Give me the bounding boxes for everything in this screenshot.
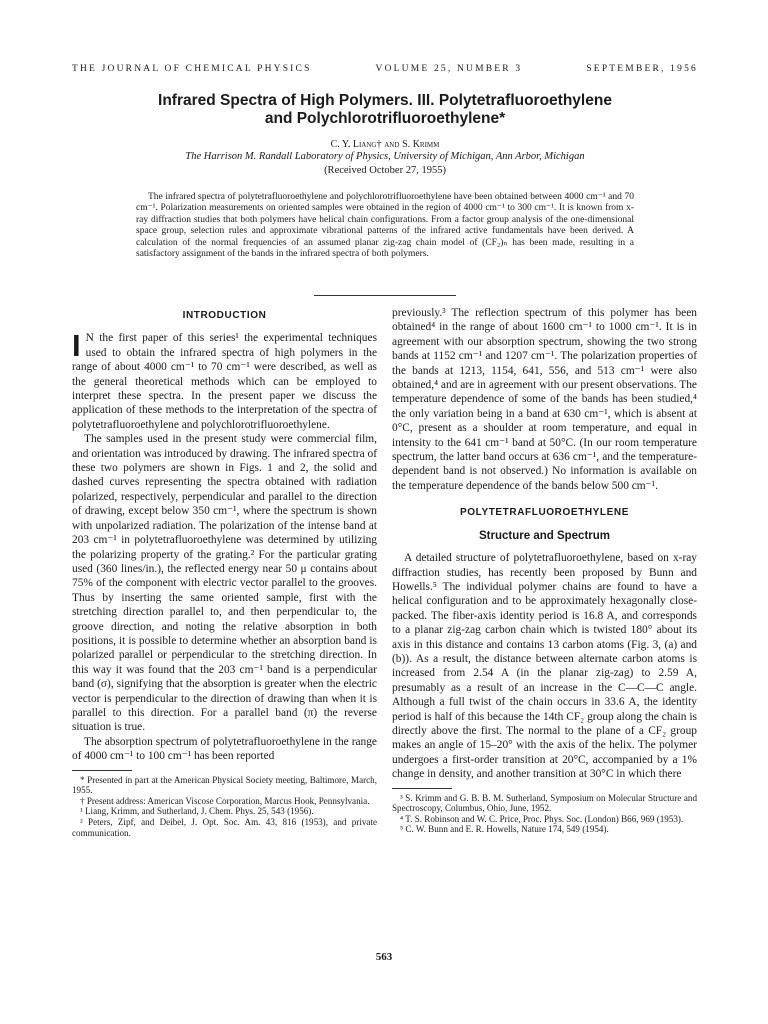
footnote-5: ⁵ C. W. Bunn and E. R. Howells, Nature 174, 549 (1954). <box>400 824 609 835</box>
right-paragraph-1: previously.³ The reflection spectrum of this polymer has been obtained⁴ in the range of about 1600 cm⁻¹ to 1000 cm⁻¹. It is in agreement with our absorption spectrum, showing the two strong bands at 1152 cm⁻¹ and 1207 cm⁻¹. The polarization properties of the bands at 1213, 1154, 641, 556, and 513 cm⁻¹ were also obtained,⁴ and are in agreement with our present observations. The temperature dependence of some of the bands has been studied,⁴ the only variation being in a band at 630 cm⁻¹, which is absent at 0°C, present as a shoulder at room temperature, and equal in intensity to the 641 cm⁻¹ band at 50°C. (In our room temperature spectrum, the latter band occurs at 636 cm⁻¹, and the temperature-dependent band is not observed.) No information is available on the temperature dependence of the bands below 500 cm⁻¹. <box>392 307 697 492</box>
page-number: 563 <box>375 951 393 963</box>
section-heading-introduction: INTRODUCTION <box>182 310 267 321</box>
author-conjunction: and <box>384 139 400 150</box>
footnotes-left <box>72 775 377 839</box>
intro-paragraph-1 <box>72 328 377 432</box>
abstract: The infrared spectra of polytetrafluoroethylene and polychlorotrifluoroethylene have been obtained between 4000 cm⁻¹ and 70 cm⁻¹. Polarization measurements on oriented samples were obtained in the region of 4000 cm⁻¹ to 300 cm⁻¹. It is known from x-ray diffraction studies that both polymers have helical chain configurations. From a factor group analysis of the one-dimensional space group, selection rules and approximate vibrational patterns of the infrared active fundamentals have been derived. A calculation of the normal frequencies of an assumed planar zig-zag chain model of (CF₂)ₙ has been made, resulting in a satisfactory assignment of the bands in the infrared spectra of both polymers. <box>136 192 634 260</box>
right-paragraph-2: A detailed structure of polytetrafluoroethylene, based on x-ray diffraction studies, has recently been proposed by Bunn and Howells.⁵ The individual polymer chains are found to have a helical configuration and to be approximately hexagonally close-packed. The fiber-axis identity period is 16.8 A, and corresponds to a planar zig-zag carbon chain which is twisted 180° about its axis in this distance and contains 13 carbon atoms (Fig. 3, (a) and (b)). As a result, the distance between alternate carbon atoms is increased from 2.54 A (in the planar zig-zag) to 2.59 A, presumably as a result of an increase in the C—C—C angle. Although a full twist of the chain occurs in 33.6 A, the identity period is half of this because the 14th CF₂ group along the chain is directly above the first. The normal to the plane of a CF₂ group makes an angle of 15–20° with the axis of the helix. The polymer undergoes a first-order transition at 20°C, accompanied by a 1% change in density, and another transition at 30°C in which there <box>392 552 697 781</box>
section-divider <box>314 295 456 296</box>
footnote-2: ² Peters, Zipf, and Deibel, J. Opt. Soc. Am. 43, 816 (1953), and private communication. <box>72 816 377 838</box>
spacer <box>392 493 697 503</box>
right-column <box>392 306 697 835</box>
intro-paragraph-2: The samples used in the present study were commercial film, and orientation was introduced by drawing. The infrared spectra of these two polymers are shown in Figs. 1 and 2, the solid and dashed curves representing the spectra obtained with radiation polarized, respectively, perpendicular and parallel to the direction of drawing, except below 350 cm⁻¹, where the spectrum is shown with unpolarized radiation. The polarization of the intense band at 203 cm⁻¹ in polytetrafluoroethylene was determined by utilizing the polarizing property of the grating.² For the particular grating used (360 lines/in.), the reflected energy near 50 μ contains about 75% of the component with electric vector parallel to the grooves. Thus by inserting the same oriented sample, first with the stretching direction parallel to, and then perpendicular to, the groove direction, and noting the relative absorption in both positions, it is possible to determine whether an absorption band is polarized parallel or perpendicular to the stretching direction. In this way it was found that the 203 cm⁻¹ band is a perpendicular band (σ), signifying that the absorption is greater when the electric vector is perpendicular to the direction of drawing than when it is parallel to this direction. For a parallel band (π) the reverse situation is true. <box>72 433 377 734</box>
article-title <box>120 92 650 127</box>
footnote-4: ⁴ T. S. Robinson and W. C. Price, Proc. Phys. Soc. (London) B66, 969 (1953). <box>400 813 684 824</box>
title-line-1: Infrared Spectra of High Polymers. III. Polytetrafluoroethylene <box>158 92 612 109</box>
left-column <box>72 306 377 838</box>
title-line-2: and Polychlorotrifluoroethylene* <box>264 109 506 127</box>
issue-date: SEPTEMBER, 1956 <box>586 64 698 74</box>
affiliation: The Harrison M. Randall Laboratory of Physics, University of Michigan, Ann Arbor, Michigan <box>185 151 585 162</box>
footnotes-right <box>392 793 697 835</box>
journal-name: THE JOURNAL OF CHEMICAL PHYSICS <box>72 64 312 74</box>
received-date: (Received October 27, 1955) <box>324 165 446 176</box>
author-1: C. Y. Liang† <box>330 139 382 150</box>
running-header <box>72 64 698 74</box>
drop-cap: I <box>72 328 81 364</box>
author-list <box>120 138 650 150</box>
footnote-1: ¹ Liang, Krimm, and Sutherland, J. Chem. Phys. 25, 543 (1956). <box>80 806 314 817</box>
footnote-dagger: † Present address: American Viscose Corporation, Marcus Hook, Pennsylvania. <box>80 795 370 806</box>
intro-paragraph-3: The absorption spectrum of polytetrafluoroethylene in the range of 4000 cm⁻¹ to 100 cm⁻¹ has been reported <box>72 735 377 763</box>
footnote-3: ³ S. Krimm and G. B. B. M. Sutherland, Symposium on Molecular Structure and Spectroscopy, Columbus, Ohio, June, 1952. <box>392 792 697 814</box>
intro-paragraph-1-text: N the first paper of this series¹ the experimental techniques used to obtain the infrared spectra of high polymers in the range of about 4000 cm⁻¹ to 70 cm⁻¹ were described, as well as the general theoretical methods which can be employed to interpret these spectra. In the present paper we discuss the application of these methods to the interpretation of the spectra of polytetrafluoroethylene and polychlorotrifluoroethylene. <box>72 332 377 431</box>
footnote-divider <box>392 788 452 789</box>
section-heading-ptfe: POLYTETRAFLUOROETHYLENE <box>460 507 629 519</box>
volume-number: VOLUME 25, NUMBER 3 <box>375 64 523 74</box>
footnote-star: * Presented in part at the American Physical Society meeting, Baltimore, March, 1955. <box>72 774 377 796</box>
footnote-divider <box>72 770 132 771</box>
subsection-heading: Structure and Spectrum <box>479 529 610 542</box>
author-2: S. Krimm <box>402 139 440 150</box>
